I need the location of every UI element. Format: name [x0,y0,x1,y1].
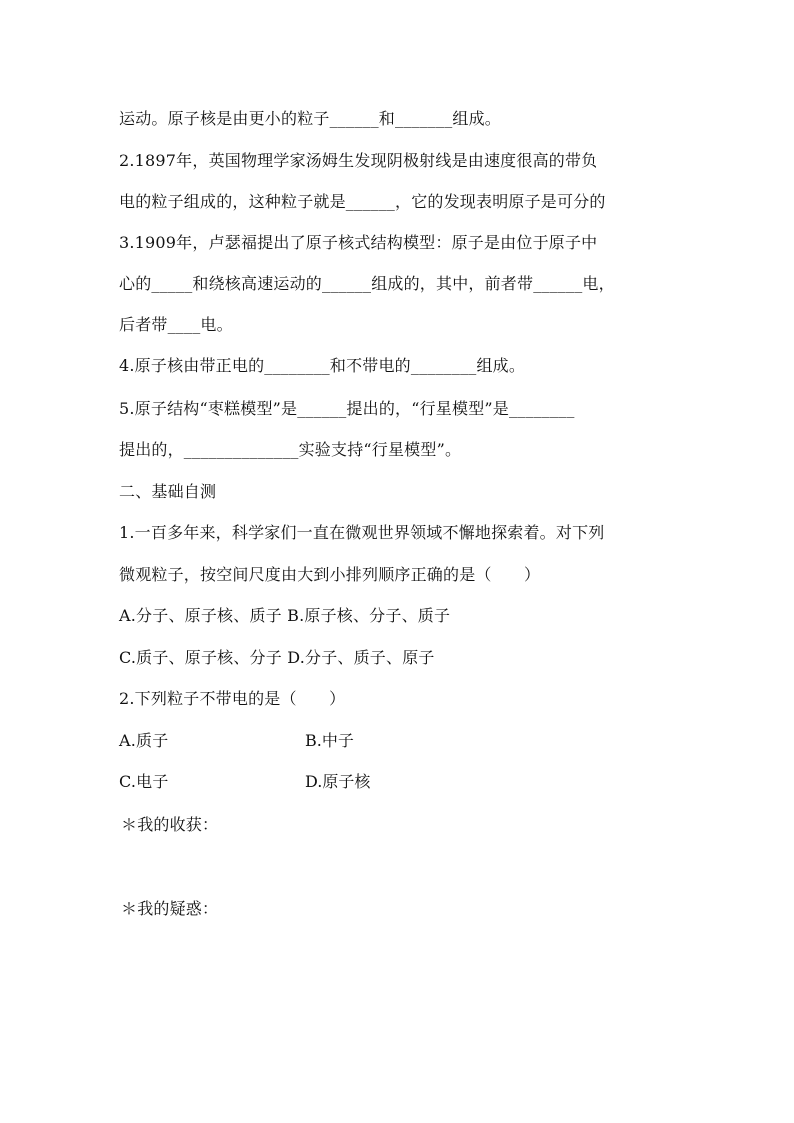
text-line-3: 电的粒子组成的，这种粒子就是______，它的发现表明原子是可分的 [119,192,606,211]
text-line-9: 提出的，______________实验支持“行星模型”。 [119,440,462,459]
text-line-4: 3.1909年，卢瑟福提出了原子核式结构模型：原子是由位于原子中 [119,233,598,252]
question-1-options-cd: C.质子、原子核、分子 D.分子、质子、原子 [119,648,435,667]
question-1-line-1: 1.一百多年来，科学家们一直在微观世界领域不懈地探索着。对下列 [119,523,605,542]
text-line-7: 4.原子核由带正电的________和不带电的________组成。 [119,356,526,375]
text-line-1: 运动。原子核是由更小的粒子______和_______组成。 [119,109,502,128]
text-line-6: 后者带____电。 [119,315,233,334]
text-line-8: 5.原子结构“枣糕模型”是______提出的，“行星模型”是________ [119,399,575,418]
question-2-option-c: C.电子 [119,772,169,791]
question-1-line-2: 微观粒子，按空间尺度由大到小排列顺序正确的是（ ） [119,565,541,584]
question-2-option-b: B.中子 [305,731,354,750]
text-line-2: 2.1897年，英国物理学家汤姆生发现阴极射线是由速度很高的带负 [119,151,598,170]
question-2-stem: 2.下列粒子不带电的是（ ） [119,689,346,708]
text-line-5: 心的_____和绕核高速运动的______组成的，其中，前者带______电， [119,274,615,293]
my-doubt-label: ＊我的疑惑： [121,899,219,918]
question-2-option-d: D.原子核 [305,772,371,791]
question-1-options-ab: A.分子、原子核、质子 B.原子核、分子、质子 [119,606,451,625]
question-2-option-a: A.质子 [119,731,169,750]
my-gain-label: ＊我的收获： [121,815,219,834]
section-heading: 二、基础自测 [119,482,217,501]
